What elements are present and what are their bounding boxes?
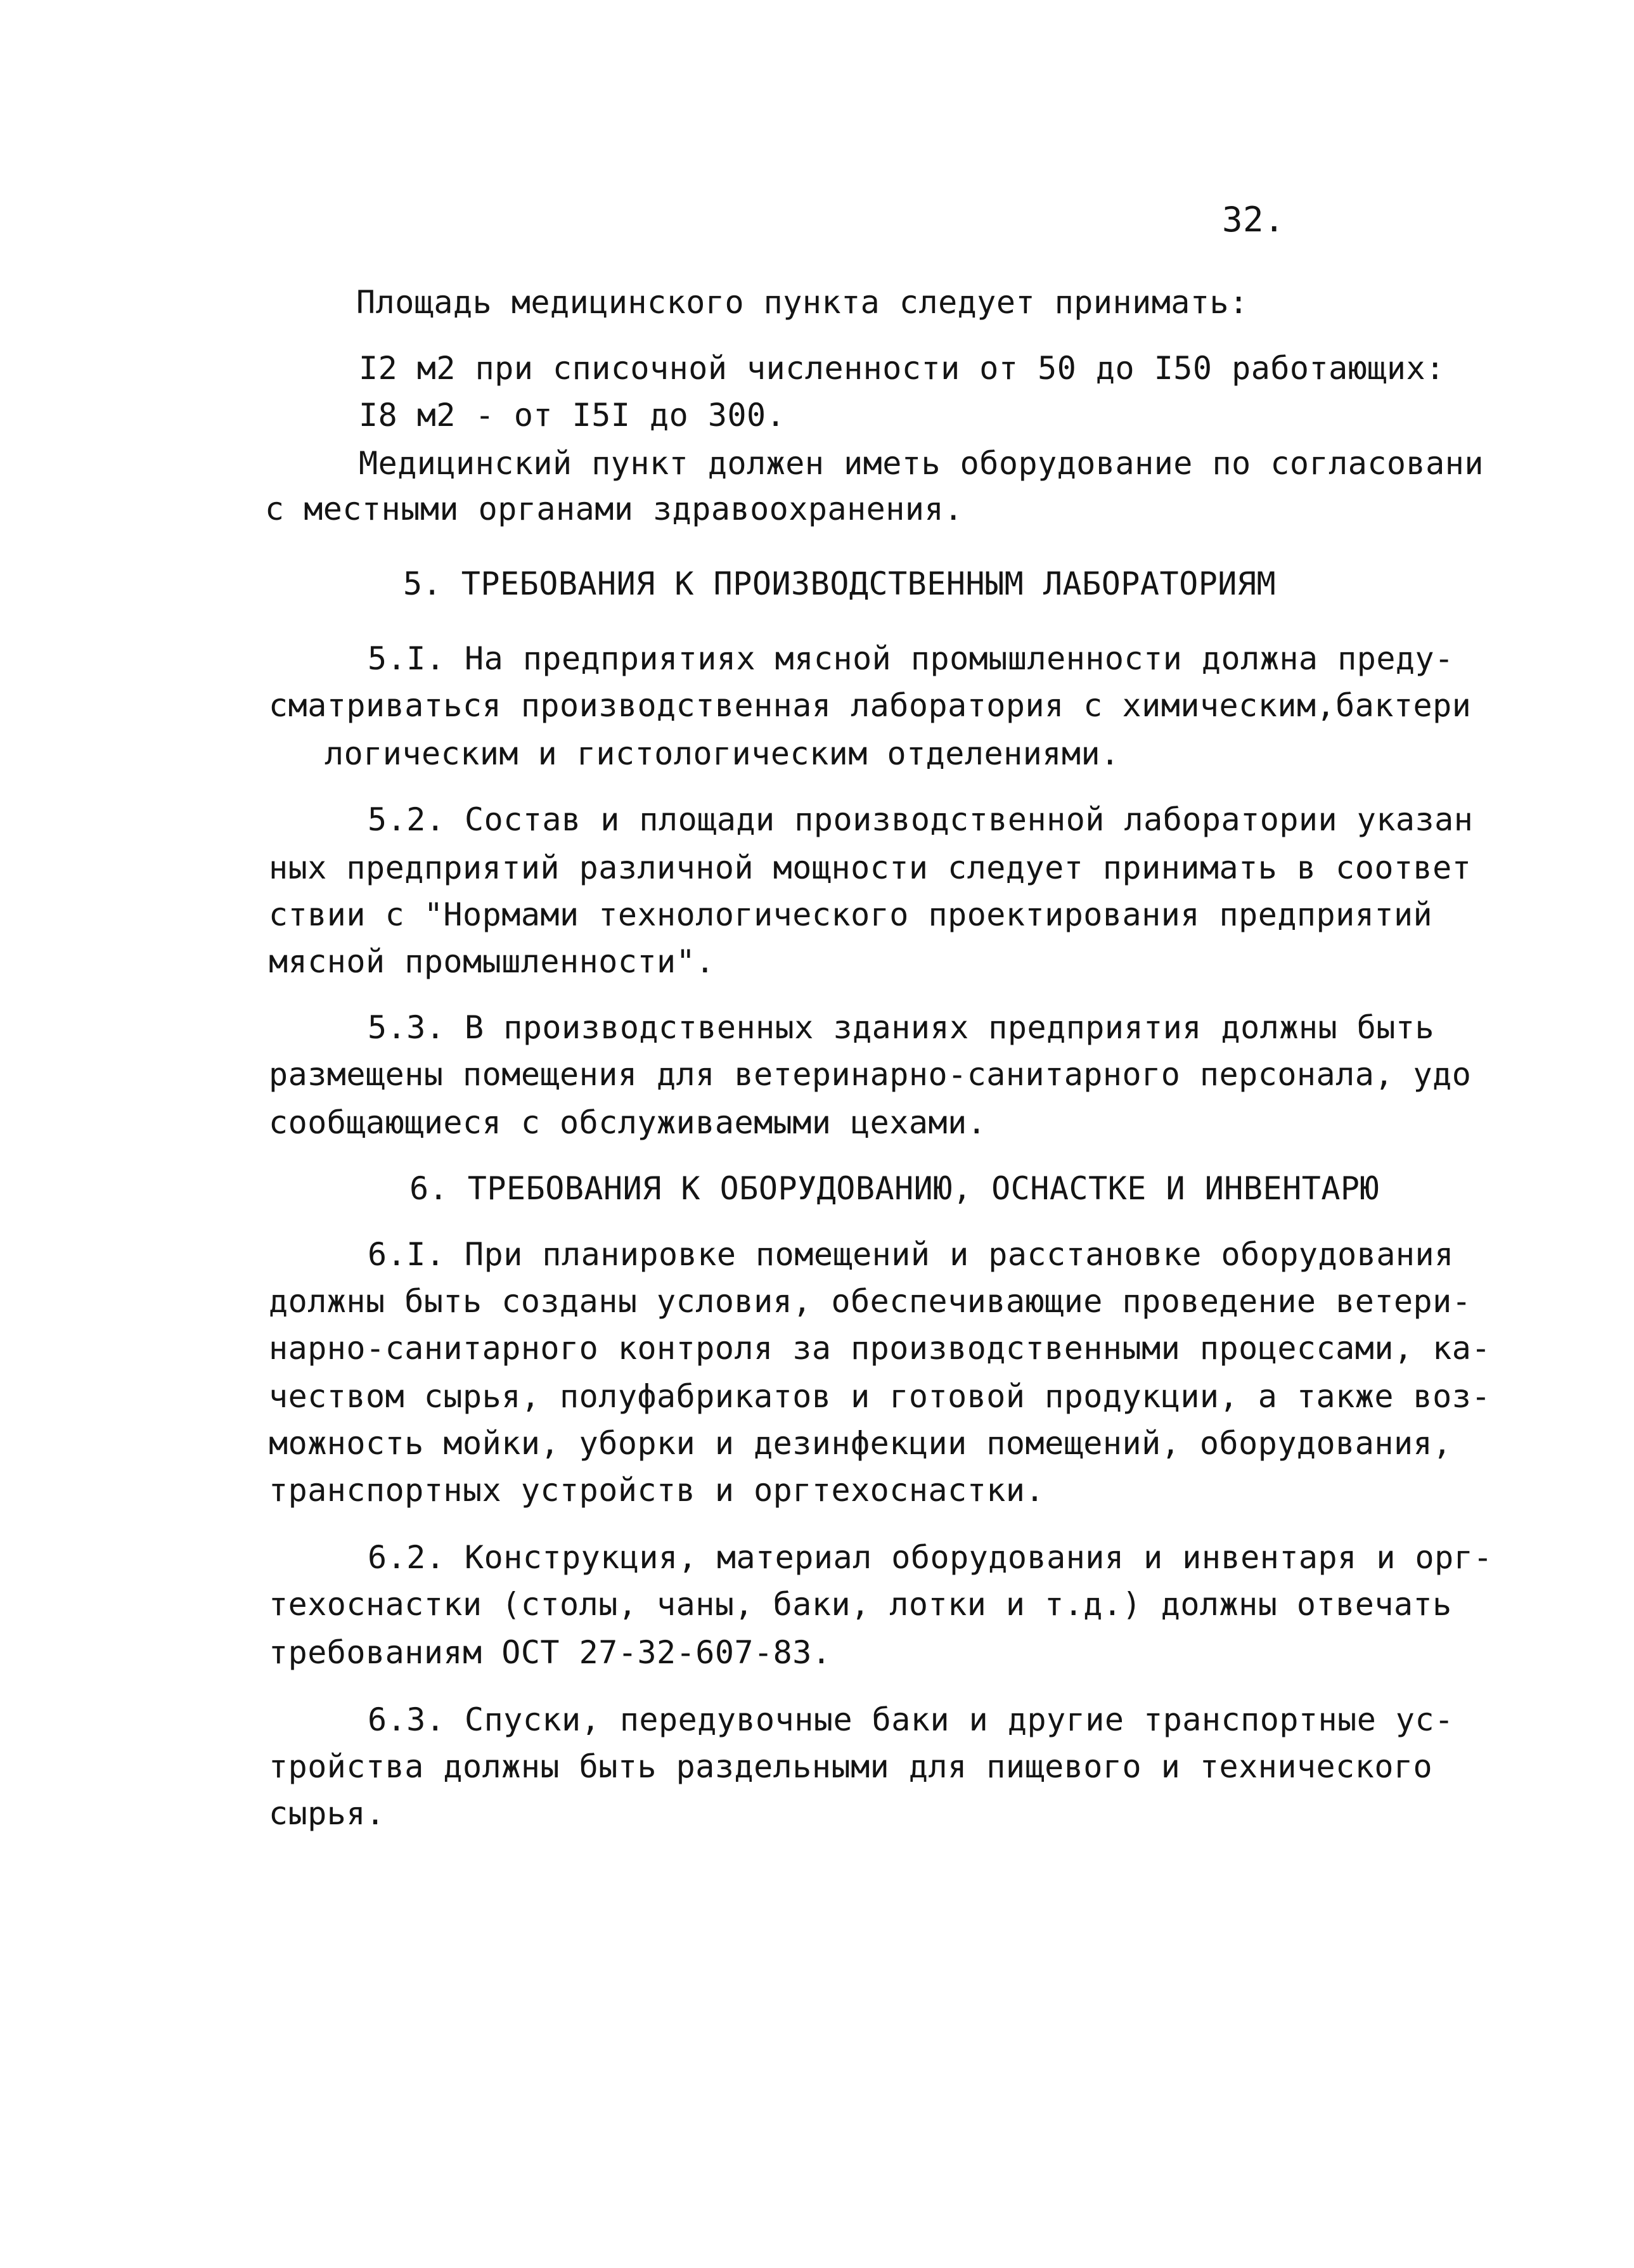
paragraph-5-2-line: 5.2. Состав и площади производственной лаборатории указан (368, 801, 1474, 838)
paragraph-6-1-line: 6.I. При планировке помещений и расстановке оборудования (368, 1236, 1454, 1273)
paragraph-6-1-line: нарно-санитарного контроля за производственными процессами, ка- (269, 1330, 1491, 1367)
section-heading-6: 6. ТРЕБОВАНИЯ К ОБОРУДОВАНИЮ, ОСНАСТКЕ И ИНВЕНТАРЮ (409, 1170, 1380, 1207)
paragraph-6-3-line: тройства должны быть раздельными для пищевого и технического (269, 1748, 1433, 1785)
paragraph-6-2-line: техоснастки (столы, чаны, баки, лотки и т.д.) должны отвечать (269, 1586, 1452, 1623)
paragraph-5-3-line: 5.3. В производственных зданиях предприятия должны быть (368, 1009, 1435, 1046)
text-line: Площадь медицинского пункта следует принимать: (356, 284, 1249, 321)
text-line: Медицинский пункт должен иметь оборудование по согласовани (359, 445, 1484, 482)
paragraph-6-2-line: 6.2. Конструкция, материал оборудования и инвентаря и орг- (368, 1539, 1493, 1576)
paragraph-6-3-line: сырья. (269, 1795, 385, 1832)
paragraph-5-2-line: ствии с "Нормами технологического проектирования предприятий (269, 896, 1433, 933)
paragraph-6-3-line: 6.3. Спуски, передувочные баки и другие транспортные ус- (368, 1701, 1454, 1738)
section-heading-5: 5. ТРЕБОВАНИЯ К ПРОИЗВОДСТВЕННЫМ ЛАБОРАТОРИЯМ (403, 565, 1277, 602)
paragraph-5-3-line: сообщающиеся с обслуживаемыми цехами. (269, 1104, 987, 1141)
paragraph-6-2-line: требованиям ОСТ 27-32-607-83. (269, 1634, 832, 1671)
paragraph-5-2-line: ных предприятий различной мощности следует принимать в соответ (269, 849, 1472, 886)
paragraph-5-3-line: размещены помещения для ветеринарно-санитарного персонала, удо (269, 1056, 1472, 1093)
paragraph-6-1-line: должны быть созданы условия, обеспечивающие проведение ветери- (269, 1283, 1472, 1320)
paragraph-5-1-line: 5.I. На предприятиях мясной промышленности должна преду- (368, 640, 1454, 677)
text-line: с местными органами здравоохранения. (265, 491, 963, 527)
paragraph-6-1-line: чеством сырья, полуфабрикатов и готовой продукции, а также воз- (269, 1378, 1491, 1415)
paragraph-5-1-line: сматриваться производственная лаборатория с химическим,бактери (269, 687, 1472, 724)
paragraph-5-2-line: мясной промышленности". (269, 943, 715, 980)
paragraph-5-1-line: логическим и гистологическим отделениями. (325, 735, 1120, 772)
paragraph-6-1-line: можность мойки, уборки и дезинфекции помещений, оборудования, (269, 1425, 1452, 1462)
text-line: I8 м2 - от I5I до 300. (359, 397, 786, 434)
paragraph-6-1-line: транспортных устройств и оргтехоснастки. (269, 1472, 1045, 1509)
text-line: I2 м2 при списочной численности от 50 до I50 работающих: (359, 350, 1445, 387)
page-number: 32. (1222, 200, 1285, 240)
